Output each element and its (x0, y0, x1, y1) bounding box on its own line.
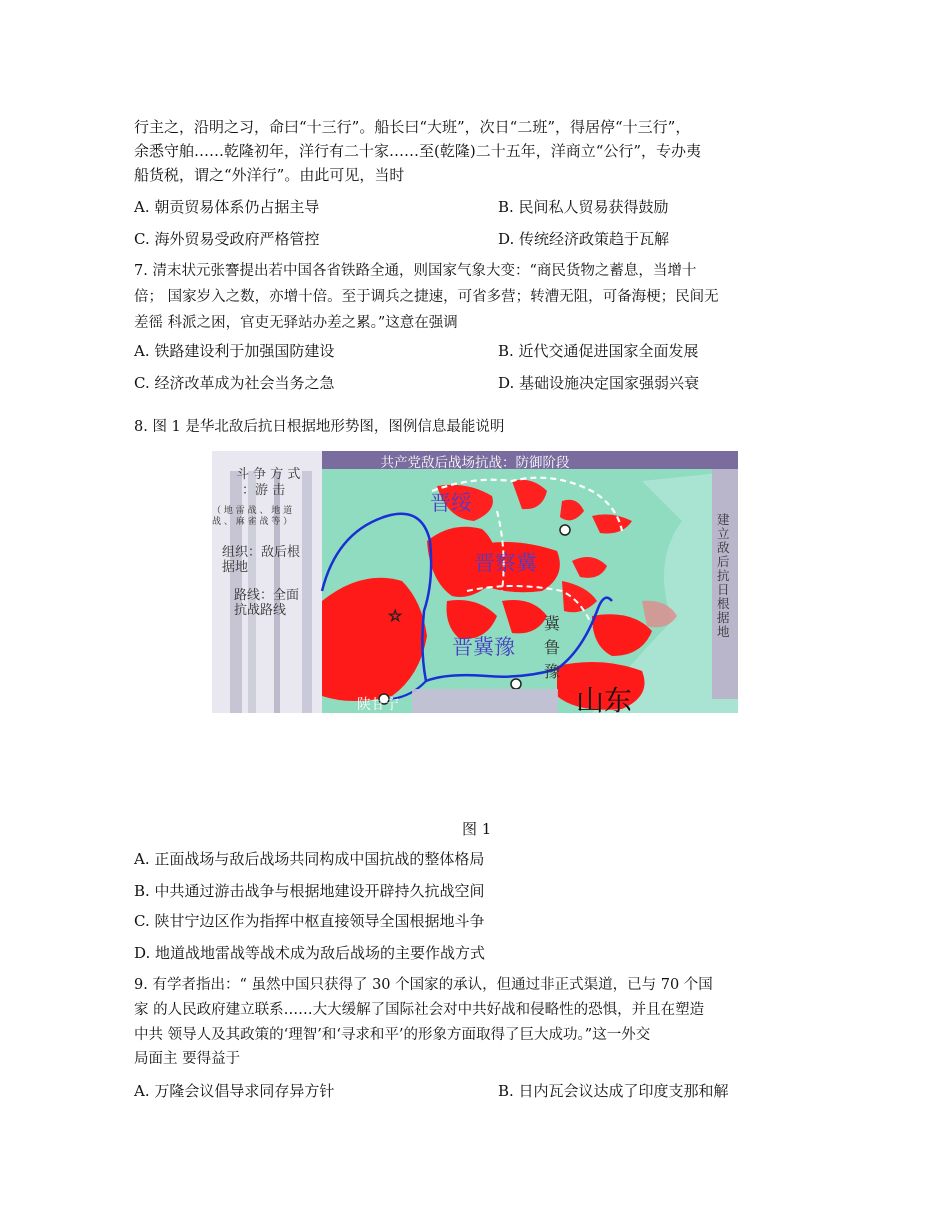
svg-text:☆: ☆ (388, 606, 403, 625)
q7-option-b[interactable]: B. 近代交通促进国家全面发展 (498, 342, 699, 360)
q9-line-1: 9. 有学者指出：“ 虽然中国只获得了 30 个国家的承认，但通过非正式渠道，已与 70 个国 (134, 977, 713, 993)
region-jinchaji: 晋察冀 (474, 551, 537, 575)
legend-detail-2: 战 、 麻 雀 战 等 ） (212, 517, 293, 527)
region-jilu-2: 鲁 (544, 638, 561, 657)
q6-option-c[interactable]: C. 海外贸易受政府严格管控 (134, 230, 320, 248)
q6-line-1: 行主之，沿明之习，命曰“十三行”。船长曰“大班”，次日“二班”，得居停“十三行”， (134, 118, 691, 136)
q7-option-a[interactable]: A. 铁路建设利于加强国防建设 (134, 342, 335, 360)
legend-route-2: 抗战路线 (234, 603, 287, 618)
q8-option-a[interactable]: A. 正面战场与敌后战场共同构成中国抗战的整体格局 (134, 850, 485, 868)
region-shaanganning: 陕甘宁 (357, 697, 399, 713)
region-jilu-3: 豫 (544, 662, 561, 681)
q7-option-c[interactable]: C. 经济改革成为社会当务之急 (134, 374, 335, 392)
q7-option-d[interactable]: D. 基础设施决定国家强弱兴衰 (498, 374, 700, 392)
q8-stem: 8. 图 1 是华北敌后抗日根据地形势图，图例信息最能说明 (134, 419, 505, 435)
q7-line-2: 倍； 国家岁入之数，亦增十倍。至于调兵之捷速，可省多营；转漕无阻，可备海梗；民间无 (134, 289, 719, 305)
side-label-char: 敌 (717, 540, 730, 555)
legend-detail-1: （ 地 雷 战 、 地 道 (212, 506, 293, 516)
q7-line-3: 差徭 科派之困，官吏无驿站办差之累。”这意在强调 (134, 315, 458, 331)
q7-line-1: 7. 清末状元张謇提出若中国各省铁路全通，则国家气象大变：“商民货物之蓄息，当增十 (134, 263, 697, 279)
legend-method-2: ：游 击 (242, 483, 286, 498)
side-label-char: 抗 (717, 568, 730, 583)
q8-option-c[interactable]: C. 陕甘宁边区作为指挥中枢直接领导全国根据地斗争 (134, 912, 485, 930)
q9-line-3: 中共 领导人及其政策的‘理智’和‘寻求和平’的形象方面取得了巨大成功。”这一外交 (134, 1027, 651, 1043)
q9-option-b[interactable]: B. 日内瓦会议达成了印度支那和解 (498, 1082, 729, 1100)
q6-option-b[interactable]: B. 民间私人贸易获得鼓励 (498, 198, 669, 216)
q8-option-b[interactable]: B. 中共通过游击战争与根据地建设开辟持久抗战空间 (134, 882, 485, 900)
side-label-char: 立 (717, 526, 730, 541)
legend-method: 斗 争 方 式 (236, 467, 301, 482)
legend-org-2: 据地 (222, 560, 249, 575)
region-jinsui: 晋绥 (430, 491, 472, 515)
side-label-char: 建 (717, 512, 730, 527)
figure-1-map (212, 451, 738, 713)
q9-option-a[interactable]: A. 万隆会议倡导求同存异方针 (134, 1082, 335, 1100)
q6-line-2: 余悉守舶……乾隆初年，洋行有二十家……至(乾隆)二十五年，洋商立“公行”，专办夷 (134, 142, 702, 160)
q6-option-a[interactable]: A. 朝贡贸易体系仍占据主导 (134, 198, 320, 216)
side-label-char: 后 (717, 554, 730, 569)
side-label-char: 根 (717, 596, 730, 611)
q6-option-d[interactable]: D. 传统经济政策趋于瓦解 (498, 230, 670, 248)
figure-caption: 图 1 (462, 820, 492, 838)
q9-line-2: 家 的人民政府建立联系……大大缓解了国际社会对中共好战和侵略性的恐惧，并且在塑造 (134, 1002, 705, 1018)
q8-option-d[interactable]: D. 地道战地雷战等战术成为敌后战场的主要作战方式 (134, 944, 486, 962)
q6-line-3: 船货税，谓之“外洋行”。由此可见，当时 (134, 166, 405, 184)
legend-org-1: 组织：敌后根 (222, 545, 301, 560)
legend-route-1: 路线：全面 (234, 588, 300, 603)
side-label-char: 据 (717, 610, 730, 625)
side-label-char: 地 (717, 624, 730, 639)
region-jinjiyu: 晋冀豫 (452, 635, 515, 659)
region-shandong: 山东 (576, 684, 633, 713)
q9-line-4: 局面主 要得益于 (134, 1051, 241, 1067)
side-label-char: 日 (717, 582, 730, 597)
region-jilu-1: 冀 (544, 614, 561, 633)
side-label (717, 513, 733, 639)
map-banner: 共产党敌后战场抗战：防御阶段 (380, 455, 570, 471)
